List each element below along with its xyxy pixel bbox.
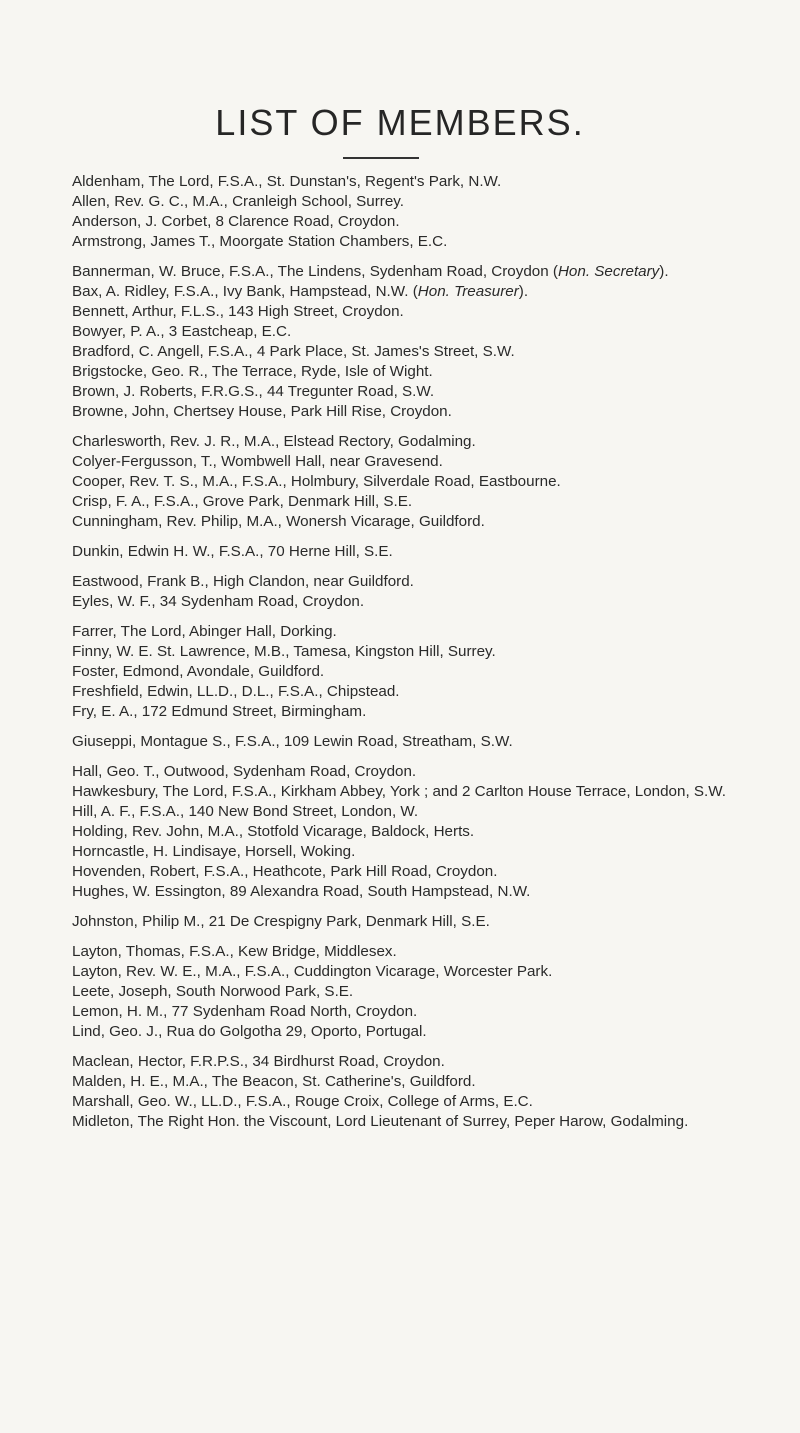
member-entry: Marshall, Geo. W., LL.D., F.S.A., Rouge Croix, College of Arms, E.C. xyxy=(72,1093,533,1110)
member-entry: Lind, Geo. J., Rua do Golgotha 29, Oporto, Portugal. xyxy=(72,1023,427,1040)
member-entry: Horncastle, H. Lindisaye, Horsell, Woking. xyxy=(72,843,356,860)
member-entry: Leete, Joseph, South Norwood Park, S.E. xyxy=(72,983,354,1000)
member-entry: Layton, Thomas, F.S.A., Kew Bridge, Middlesex. xyxy=(72,943,397,960)
member-entry: Hill, A. F., F.S.A., 140 New Bond Street, London, W. xyxy=(72,803,419,820)
member-group xyxy=(72,262,792,422)
member-entry: Bowyer, P. A., 3 Eastcheap, E.C. xyxy=(72,323,292,340)
member-group xyxy=(72,542,792,562)
member-entry: Malden, H. E., M.A., The Beacon, St. Catherine's, Guildford. xyxy=(72,1073,476,1090)
member-entry: Cunningham, Rev. Philip, M.A., Wonersh Vicarage, Guildford. xyxy=(72,513,485,530)
member-entry: Brigstocke, Geo. R., The Terrace, Ryde, Isle of Wight. xyxy=(72,363,433,380)
member-entry: Eyles, W. F., 34 Sydenham Road, Croydon. xyxy=(72,593,365,610)
member-group xyxy=(72,732,792,752)
member-entry: Giuseppi, Montague S., F.S.A., 109 Lewin Road, Streatham, S.W. xyxy=(72,733,513,750)
member-entry: Crisp, F. A., F.S.A., Grove Park, Denmark Hill, S.E. xyxy=(72,493,413,510)
member-entry: Anderson, J. Corbet, 8 Clarence Road, Croydon. xyxy=(72,213,400,230)
member-entry: Eastwood, Frank B., High Clandon, near Guildford. xyxy=(72,573,414,590)
member-list xyxy=(72,172,792,1142)
member-entry: Bax, A. Ridley, F.S.A., Ivy Bank, Hampstead, N.W. (Hon. Treasurer). xyxy=(72,283,529,300)
member-entry: Johnston, Philip M., 21 De Crespigny Park, Denmark Hill, S.E. xyxy=(72,913,490,930)
member-entry: Foster, Edmond, Avondale, Guildford. xyxy=(72,663,325,680)
member-entry: Hughes, W. Essington, 89 Alexandra Road, South Hampstead, N.W. xyxy=(72,883,531,900)
member-entry: Farrer, The Lord, Abinger Hall, Dorking. xyxy=(72,623,337,640)
member-group xyxy=(72,942,792,1042)
member-entry: Fry, E. A., 172 Edmund Street, Birmingham. xyxy=(72,703,367,720)
member-entry: Bannerman, W. Bruce, F.S.A., The Lindens, Sydenham Road, Croydon (Hon. Secretary). xyxy=(72,263,669,280)
member-entry: Browne, John, Chertsey House, Park Hill Rise, Croydon. xyxy=(72,403,452,420)
member-group xyxy=(72,1052,792,1132)
member-entry: Finny, W. E. St. Lawrence, M.B., Tamesa, Kingston Hill, Surrey. xyxy=(72,643,496,660)
member-group xyxy=(72,622,792,722)
member-entry: Maclean, Hector, F.R.P.S., 34 Birdhurst Road, Croydon. xyxy=(72,1053,445,1070)
member-entry: Dunkin, Edwin H. W., F.S.A., 70 Herne Hill, S.E. xyxy=(72,543,393,560)
member-entry: Colyer-Fergusson, T., Wombwell Hall, near Gravesend. xyxy=(72,453,443,470)
member-entry: Aldenham, The Lord, F.S.A., St. Dunstan's, Regent's Park, N.W. xyxy=(72,173,502,190)
member-entry: Bradford, C. Angell, F.S.A., 4 Park Place, St. James's Street, S.W. xyxy=(72,343,515,360)
member-group xyxy=(72,912,792,932)
page-title: LIST OF MEMBERS. xyxy=(215,102,585,143)
member-entry: Hall, Geo. T., Outwood, Sydenham Road, Croydon. xyxy=(72,763,417,780)
member-entry: Midleton, The Right Hon. the Viscount, Lord Lieutenant of Surrey, Peper Harow, Godalming. xyxy=(72,1113,689,1130)
member-entry: Hovenden, Robert, F.S.A., Heathcote, Park Hill Road, Croydon. xyxy=(72,863,498,880)
member-entry: Holding, Rev. John, M.A., Stotfold Vicarage, Baldock, Herts. xyxy=(72,823,475,840)
member-group xyxy=(72,172,792,252)
member-entry: Charlesworth, Rev. J. R., M.A., Elstead Rectory, Godalming. xyxy=(72,433,476,450)
title-divider xyxy=(343,157,419,159)
member-entry: Hawkesbury, The Lord, F.S.A., Kirkham Abbey, York ; and 2 Carlton House Terrace, London, S.W. xyxy=(72,783,726,800)
member-entry: Armstrong, James T., Moorgate Station Chambers, E.C. xyxy=(72,233,448,250)
member-group xyxy=(72,432,792,532)
member-entry: Allen, Rev. G. C., M.A., Cranleigh School, Surrey. xyxy=(72,193,404,210)
member-entry: Layton, Rev. W. E., M.A., F.S.A., Cuddington Vicarage, Worcester Park. xyxy=(72,963,553,980)
member-entry: Cooper, Rev. T. S., M.A., F.S.A., Holmbury, Silverdale Road, Eastbourne. xyxy=(72,473,561,490)
member-entry: Freshfield, Edwin, LL.D., D.L., F.S.A., Chipstead. xyxy=(72,683,400,700)
member-group xyxy=(72,572,792,612)
member-group xyxy=(72,762,792,902)
member-entry: Lemon, H. M., 77 Sydenham Road North, Croydon. xyxy=(72,1003,418,1020)
member-entry: Bennett, Arthur, F.L.S., 143 High Street, Croydon. xyxy=(72,303,404,320)
member-entry: Brown, J. Roberts, F.R.G.S., 44 Tregunter Road, S.W. xyxy=(72,383,435,400)
